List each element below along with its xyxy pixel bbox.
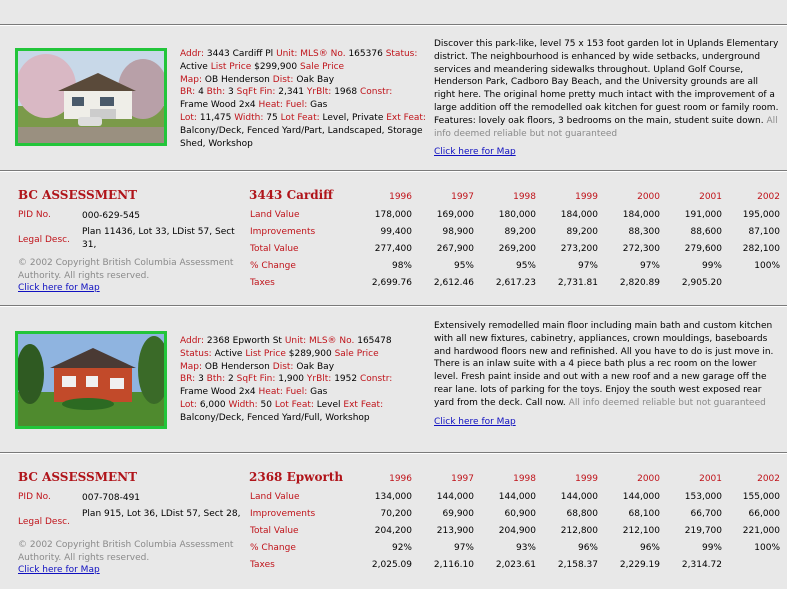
copyright-text: © 2002 Copyright British Columbia Assessment Authority. All rights reserved. (18, 258, 234, 281)
taxes-cell: 2,116.10 (433, 560, 474, 570)
improvements-label: Improvements (250, 509, 316, 519)
lot-label: Lot: (180, 112, 197, 123)
improvements-cell: 66,000 (748, 509, 780, 519)
land-value-cell: 144,000 (560, 492, 598, 502)
land-value-cell: 134,000 (374, 492, 412, 502)
yrblt-label: YrBlt: (306, 87, 332, 98)
legal-value: Plan 11436, Lot 33, LDist 57, Sect 31, (82, 227, 235, 250)
lot-value: 6,000 (199, 399, 226, 410)
improvements-cell: 68,800 (566, 509, 598, 519)
year-1997: 1997 (451, 192, 474, 202)
year-2001: 2001 (699, 192, 722, 202)
pct-change-label: % Change (250, 543, 296, 553)
lot-feat-label: Lot Feat: (274, 399, 314, 410)
improvements-cell: 89,200 (566, 227, 598, 237)
dist-label: Dist: (272, 361, 294, 372)
land-value-cell: 195,000 (742, 210, 780, 220)
pct-change-cell: 99% (701, 261, 722, 271)
total-value-cell: 269,200 (498, 244, 536, 254)
sqft-value: 2,341 (278, 87, 305, 98)
improvements-cell: 87,100 (748, 227, 780, 237)
status-label: Status: (180, 348, 212, 359)
pct-change-cell: 97% (453, 543, 474, 553)
sale-price-label: Sale Price (299, 61, 345, 72)
divider (0, 24, 787, 26)
year-1999: 1999 (575, 474, 598, 484)
pct-change-cell: 100% (754, 543, 780, 553)
pct-change-cell: 95% (515, 261, 536, 271)
land-value-cell: 155,000 (742, 492, 780, 502)
land-value-cell: 180,000 (498, 210, 536, 220)
total-value-cell: 272,300 (622, 244, 660, 254)
br-label: BR: (180, 87, 196, 98)
year-2000: 2000 (637, 192, 660, 202)
width-label: Width: (234, 112, 264, 123)
addr-value: 3443 Cardiff Pl (206, 49, 274, 59)
year-1998: 1998 (513, 192, 536, 202)
total-value-label: Total Value (250, 244, 299, 254)
assessment-address: 3443 Cardiff (249, 188, 334, 202)
bth-label: Bth: (206, 87, 226, 98)
land-value-cell: 144,000 (498, 492, 536, 502)
improvements-cell: 88,600 (690, 227, 722, 237)
year-1996: 1996 (389, 192, 412, 202)
dist-label: Dist: (272, 74, 294, 85)
br-label: BR: (180, 374, 196, 385)
sqft-label: SqFt Fin: (236, 87, 276, 98)
width-value: 75 (266, 112, 278, 123)
taxes-cell: 2,905.20 (681, 278, 722, 288)
total-value-cell: 267,900 (436, 244, 474, 254)
listing-details (180, 48, 430, 150)
map-label: Map: (180, 74, 203, 85)
land-value-cell: 184,000 (622, 210, 660, 220)
land-value-label: Land Value (250, 210, 300, 220)
mls-value: 165478 (357, 336, 392, 346)
taxes-cell: 2,023.61 (495, 560, 536, 570)
pct-change-cell: 96% (639, 543, 660, 553)
map-label: Map: (180, 361, 203, 372)
listing-description (434, 38, 780, 159)
mls-label: Unit: MLS® No. (284, 336, 355, 346)
improvements-cell: 99,400 (380, 227, 412, 237)
total-value-cell: 213,900 (436, 526, 474, 536)
description-text: Discover this park-like, level 75 x 153 foot garden lot in Uplands Elementary district. The neighbourhood is enhanced by wide setbacks, underground services and meandering sidewalks throughout. Upland Golf Course, Henderson Park, Cadboro Bay Beach, and the University grounds are all right here. The original home pretty much intact with the improvement of a large addition off the remodelled oak kitchen for guest room or family room. Features: lovely oak floors, 3 bedrooms on the main, student suite down. (434, 39, 779, 126)
divider (0, 170, 787, 172)
taxes-cell: 2,158.37 (557, 560, 598, 570)
divider (0, 305, 787, 307)
map-value: OB Henderson (204, 74, 270, 85)
year-1997: 1997 (451, 474, 474, 484)
total-value-cell: 204,200 (374, 526, 412, 536)
width-label: Width: (228, 399, 258, 410)
assessment-title: BC ASSESSMENT (18, 470, 138, 484)
constr-label: Constr: (359, 374, 393, 385)
sqft-value: 1,900 (278, 374, 305, 385)
year-2002: 2002 (757, 474, 780, 484)
land-value-cell: 191,000 (684, 210, 722, 220)
improvements-cell: 70,200 (380, 509, 412, 519)
legal-label: Legal Desc. (18, 517, 70, 527)
taxes-label: Taxes (250, 278, 275, 288)
fuel-label: Fuel: (285, 387, 308, 398)
land-value-cell: 144,000 (436, 492, 474, 502)
total-value-cell: 219,700 (684, 526, 722, 536)
constr-value: Frame Wood 2x4 (180, 387, 256, 398)
listing-photo[interactable] (15, 48, 167, 146)
map-link[interactable]: Click here for Map (434, 416, 516, 427)
taxes-cell: 2,731.81 (557, 278, 598, 288)
addr-value: 2368 Epworth St (206, 336, 282, 346)
land-value-cell: 169,000 (436, 210, 474, 220)
house-photo-1 (18, 51, 164, 143)
addr-label: Addr: (180, 336, 204, 346)
br-value: 3 (198, 374, 204, 385)
divider (0, 452, 787, 454)
land-value-cell: 144,000 (622, 492, 660, 502)
total-value-label: Total Value (250, 526, 299, 536)
taxes-label: Taxes (250, 560, 275, 570)
taxes-cell: 2,025.09 (371, 560, 412, 570)
yrblt-value: 1952 (334, 374, 358, 385)
total-value-cell: 282,100 (742, 244, 780, 254)
pid-label: PID No. (18, 210, 51, 220)
lot-feat-value: Level, Private (322, 112, 384, 123)
house-photo-2 (18, 334, 164, 426)
sale-price-label: Sale Price (334, 348, 379, 359)
disclaimer-text: All info deemed reliable but not guaranteed (434, 115, 778, 139)
assessment-map-link[interactable]: Click here for Map (18, 565, 100, 575)
year-1998: 1998 (513, 474, 536, 484)
total-value-cell: 212,100 (622, 526, 660, 536)
taxes-cell: 2,229.19 (619, 560, 660, 570)
disclaimer-text: All info deemed reliable but not guaranteed (568, 397, 766, 408)
listing-description (434, 320, 780, 428)
total-value-cell: 221,000 (742, 526, 780, 536)
listing-photo[interactable] (15, 331, 167, 429)
year-1996: 1996 (389, 474, 412, 484)
bth-value: 2 (228, 374, 234, 385)
description-text: Extensively remodelled main floor including main bath and custom kitchen with all new fixtures, cabinetry, appliances, crown mouldings, baseboards and hardwood floors new and refinished. All you have to do is just move in. There is an inlaw suite with a 4 piece bath plus a rec room on the lower level. Fresh paint inside and out with a new roof and a new garage off the rear lane. lots of parking for the toys. Enjoy the south west exposed rear yard from the deck. Call now. (434, 321, 774, 408)
pct-change-cell: 93% (515, 543, 536, 553)
pct-change-cell: 96% (577, 543, 598, 553)
br-value: 4 (198, 87, 204, 98)
heat-label: Heat: (258, 387, 283, 398)
total-value-cell: 279,600 (684, 244, 722, 254)
pid-label: PID No. (18, 492, 51, 502)
taxes-cell: 2,617.23 (495, 278, 536, 288)
improvements-cell: 68,100 (628, 509, 660, 519)
heat-label: Heat: (258, 100, 283, 111)
dist-value: Oak Bay (296, 74, 335, 85)
pct-change-cell: 92% (391, 543, 412, 553)
lot-label: Lot: (180, 399, 197, 410)
year-2000: 2000 (637, 474, 660, 484)
lot-feat-value: Level (316, 399, 341, 410)
mls-value: 165376 (348, 49, 383, 59)
pct-change-label: % Change (250, 261, 296, 271)
fuel-value: Gas (310, 100, 328, 111)
ext-feat-label: Ext Feat: (386, 112, 426, 123)
pct-change-cell: 97% (639, 261, 660, 271)
pct-change-cell: 98% (391, 261, 412, 271)
lot-value: 11,475 (199, 112, 232, 123)
ext-feat-value: Balcony/Deck, Fenced Yard/Part, Landscaped, Storage Shed, Workshop (180, 125, 423, 149)
year-2001: 2001 (699, 474, 722, 484)
taxes-cell: 2,612.46 (433, 278, 474, 288)
improvements-cell: 88,300 (628, 227, 660, 237)
improvements-label: Improvements (250, 227, 316, 237)
legal-label: Legal Desc. (18, 235, 70, 245)
ext-feat-label: Ext Feat: (343, 399, 384, 410)
assessment-map-link[interactable]: Click here for Map (18, 283, 100, 293)
year-2002: 2002 (757, 192, 780, 202)
map-value: OB Henderson (204, 361, 270, 372)
pid-value: 000-629-545 (82, 211, 141, 221)
total-value-cell: 273,200 (560, 244, 598, 254)
legal-value: Plan 915, Lot 36, LDist 57, Sect 28, (82, 509, 241, 519)
addr-label: Addr: (180, 49, 204, 59)
status-value: Active (214, 348, 243, 359)
land-value-cell: 153,000 (684, 492, 722, 502)
pct-change-cell: 99% (701, 543, 722, 553)
status-value: Active (180, 61, 208, 72)
lot-feat-label: Lot Feat: (280, 112, 320, 123)
taxes-cell: 2,699.76 (371, 278, 412, 288)
copyright-text: © 2002 Copyright British Columbia Assessment Authority. All rights reserved. (18, 540, 234, 563)
year-1999: 1999 (575, 192, 598, 202)
constr-value: Frame Wood 2x4 (180, 100, 256, 111)
constr-label: Constr: (359, 87, 393, 98)
pct-change-cell: 95% (453, 261, 474, 271)
map-link[interactable]: Click here for Map (434, 147, 516, 158)
pid-value: 007-708-491 (82, 493, 141, 503)
list-price-label: List Price (210, 61, 252, 72)
list-price-value: $299,900 (254, 61, 298, 72)
taxes-cell: 2,820.89 (619, 278, 660, 288)
list-price-value: $289,900 (288, 348, 332, 359)
total-value-cell: 277,400 (374, 244, 412, 254)
width-value: 50 (260, 399, 272, 410)
mls-label: Unit: MLS® No. (276, 49, 346, 59)
sqft-label: SqFt Fin: (236, 374, 276, 385)
yrblt-value: 1968 (334, 87, 358, 98)
improvements-cell: 89,200 (504, 227, 536, 237)
list-price-label: List Price (245, 348, 286, 359)
fuel-label: Fuel: (285, 100, 308, 111)
land-value-cell: 178,000 (374, 210, 412, 220)
dist-value: Oak Bay (296, 361, 335, 372)
assessment-address: 2368 Epworth (249, 470, 344, 484)
land-value-label: Land Value (250, 492, 300, 502)
taxes-cell: 2,314.72 (681, 560, 722, 570)
total-value-cell: 212,800 (560, 526, 598, 536)
land-value-cell: 184,000 (560, 210, 598, 220)
bth-value: 3 (228, 87, 234, 98)
improvements-cell: 69,900 (442, 509, 474, 519)
listing-details (180, 335, 430, 425)
bth-label: Bth: (206, 374, 226, 385)
improvements-cell: 98,900 (442, 227, 474, 237)
total-value-cell: 204,900 (498, 526, 536, 536)
ext-feat-value: Balcony/Deck, Fenced Yard/Full, Workshop (180, 412, 370, 423)
improvements-cell: 60,900 (504, 509, 536, 519)
status-label: Status: (385, 49, 418, 59)
assessment-title: BC ASSESSMENT (18, 188, 138, 202)
yrblt-label: YrBlt: (306, 374, 332, 385)
pct-change-cell: 100% (754, 261, 780, 271)
fuel-value: Gas (310, 387, 328, 398)
pct-change-cell: 97% (577, 261, 598, 271)
improvements-cell: 66,700 (690, 509, 722, 519)
